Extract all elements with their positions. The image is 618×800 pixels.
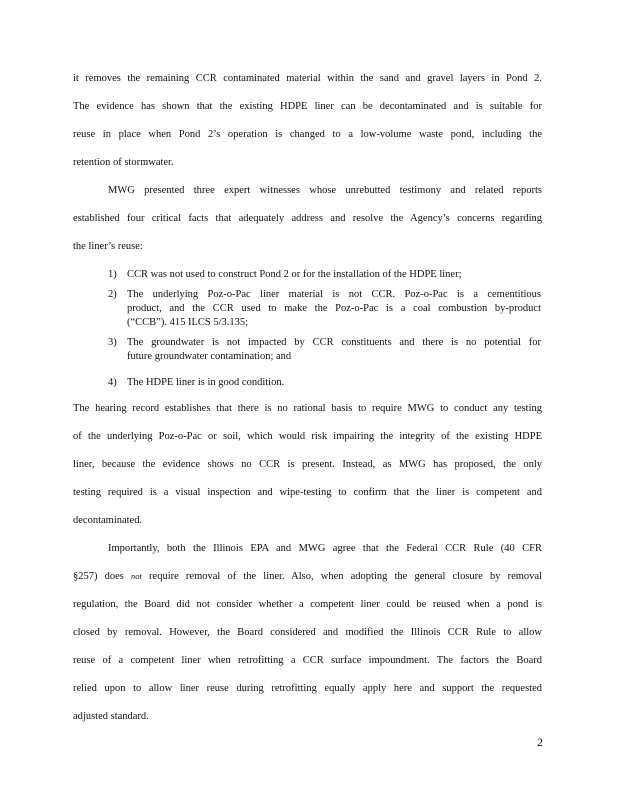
body-line [73,571,542,582]
list-item-line: The HDPE liner is in good condition. [127,377,285,388]
list-number: 4) [108,377,117,388]
body-line: reuse in place when Pond 2’s operation is changed to a low-volume waste pond, including the [73,129,542,140]
body-line: retention of stormwater. [73,157,174,168]
body-line: The evidence has shown that the existing HDPE liner can be decontaminated and is suitable for [73,101,542,112]
body-line: MWG presented three expert witnesses whose unrebutted testimony and related reports [108,185,542,196]
body-line: it removes the remaining CCR contaminated material within the sand and gravel layers in Pond 2. [73,73,542,84]
list-item-line: The underlying Poz-o-Pac liner material is not CCR. Poz-o-Pac is a cementitious [127,289,541,300]
body-line: established four critical facts that adequately address and resolve the Agency’s concerns regarding [73,213,542,224]
text-run: §257) does [73,571,124,582]
emphasis-text: not [131,571,142,581]
list-item-line: product, and the CCR used to make the Poz-o-Pac is a coal combustion by-product [127,303,541,314]
list-number: 2) [108,289,117,300]
list-number: 3) [108,337,117,348]
body-line: the liner’s reuse: [73,241,143,252]
body-line: decontaminated. [73,515,143,526]
body-line: of the underlying Poz-o-Pac or soil, which would risk impairing the integrity of the existing HDPE [73,431,542,442]
list-item-line: (“CCB”). 415 ILCS 5/3.135; [127,317,249,328]
list-item-line: The groundwater is not impacted by CCR constituents and there is no potential for [127,337,541,348]
list-item-line: CCR was not used to construct Pond 2 or for the installation of the HDPE liner; [127,269,462,280]
body-line: testing required is a visual inspection and wipe-testing to confirm that the liner is competent and [73,487,542,498]
page-number: 2 [537,735,543,749]
list-number: 1) [108,269,117,280]
body-line: closed by removal. However, the Board considered and modified the Illinois CCR Rule to allow [73,627,542,638]
body-line: reuse of a competent liner when retrofitting a CCR surface impoundment. The factors the Board [73,655,542,666]
body-line: liner, because the evidence shows no CCR is present. Instead, as MWG has proposed, the only [73,459,542,470]
list-item-line: future groundwater contamination; and [127,351,292,362]
body-line: regulation, the Board did not consider whether a competent liner could be reused when a pond is [73,599,542,610]
body-line: The hearing record establishes that there is no rational basis to require MWG to conduct any testing [73,403,542,414]
text-run: require removal of the liner. Also, when adopting the general closure by removal [149,571,543,582]
body-line: adjusted standard. [73,711,149,722]
body-line: relied upon to allow liner reuse during retrofitting equally apply here and support the requested [73,683,542,694]
body-line: Importantly, both the Illinois EPA and MWG agree that the Federal CCR Rule (40 CFR [108,543,542,554]
